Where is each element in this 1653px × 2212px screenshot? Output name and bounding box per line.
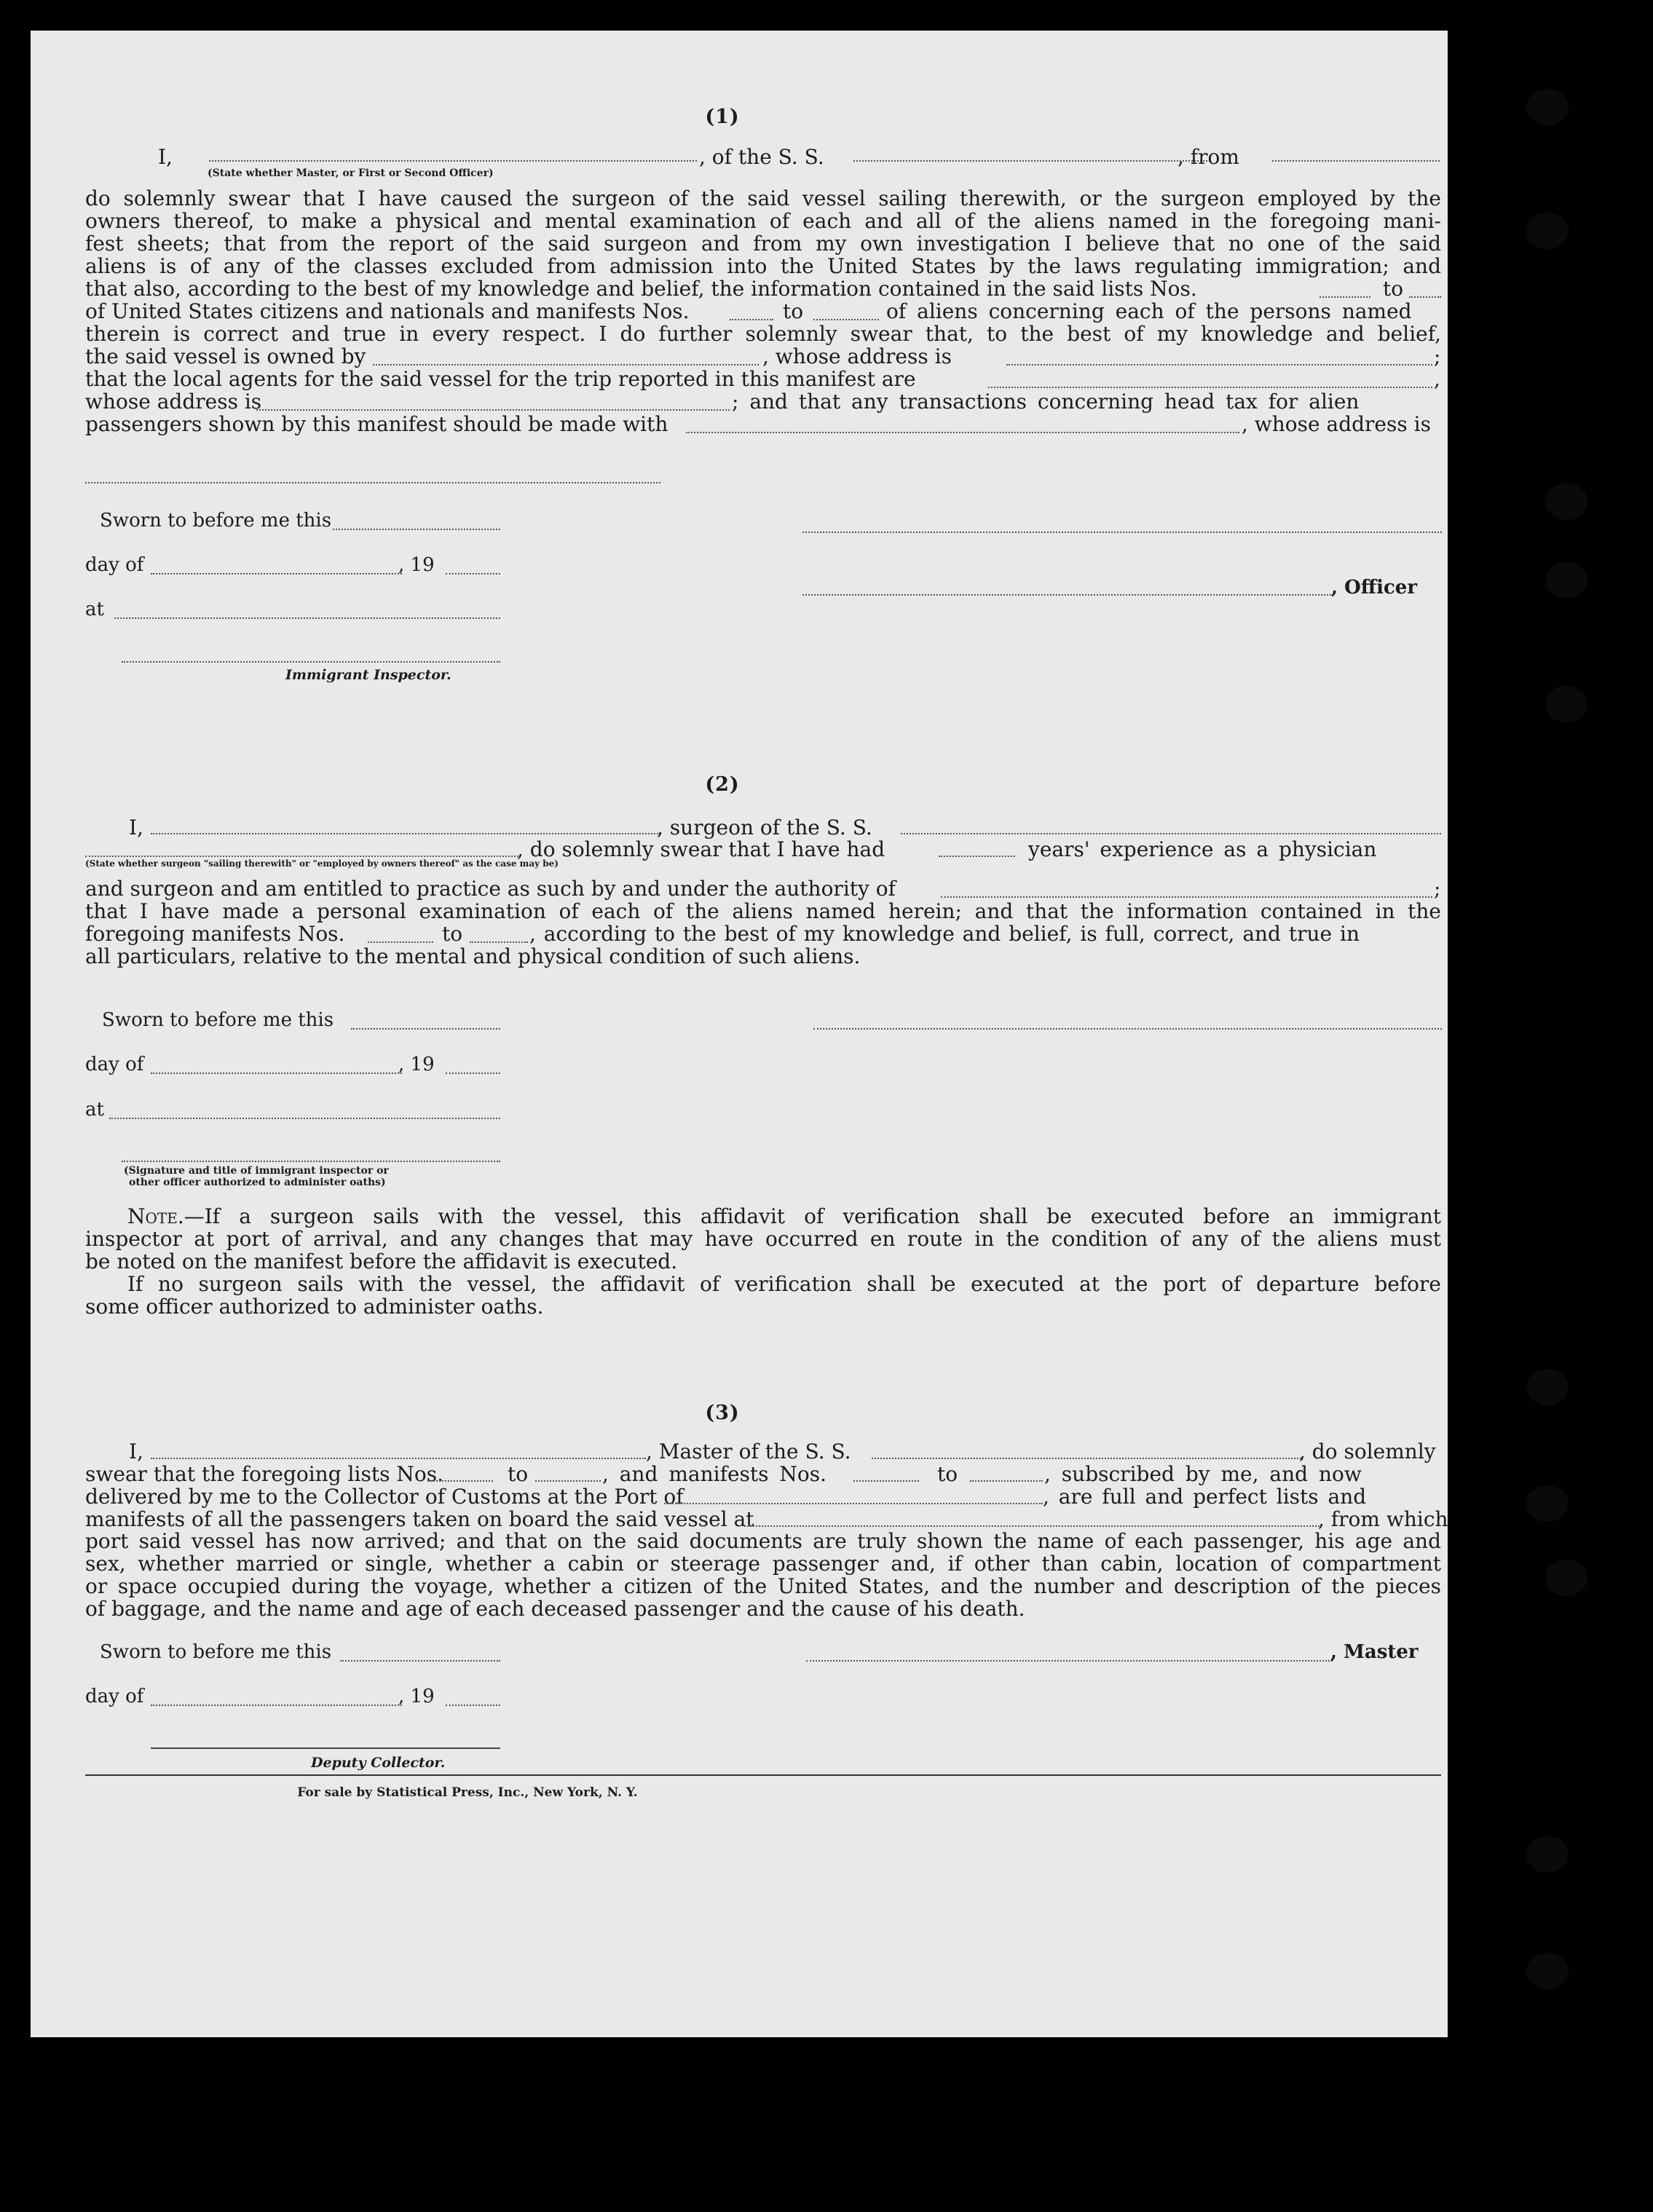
section-2-sig-note-2: other officer authorized to administer oaths) [129, 1177, 386, 1188]
section-1-year-label: , 19 [398, 554, 435, 576]
section-2-authority-field[interactable] [941, 882, 1432, 898]
section-2-manifests-to-field[interactable] [470, 927, 528, 943]
punch-hole [1526, 1953, 1569, 1989]
section-3-master-label: , Master [1330, 1641, 1419, 1663]
section-2-state-field[interactable] [85, 856, 518, 857]
punch-hole [1545, 562, 1587, 599]
section-1-lists-to-field[interactable] [1409, 282, 1441, 298]
section-1-officer-label: , Officer [1331, 577, 1418, 599]
section-2-inspector-signature-field[interactable] [122, 1161, 500, 1162]
section-3-do-solemnly: , do solemnly [1299, 1439, 1436, 1464]
section-1-state-note: (State whether Master, or First or Second Officer) [208, 167, 494, 179]
punch-hole [1526, 1836, 1569, 1873]
section-1-of-the-ss: , of the S. S. [699, 145, 824, 169]
section-2-years-field[interactable] [939, 856, 1015, 857]
section-2-vessel-field[interactable] [901, 833, 1441, 834]
section-1-from-field[interactable] [1272, 146, 1440, 162]
section-2-surgeon-of: , surgeon of the S. S. [657, 815, 872, 840]
section-3-year-label: , 19 [398, 1686, 435, 1707]
note-label: Note. [127, 1204, 184, 1228]
section-3-name-field[interactable] [151, 1458, 646, 1459]
section-1-manifests-from-field[interactable] [730, 304, 773, 320]
punch-hole [1526, 213, 1569, 249]
section-3-manifests-from-field[interactable] [853, 1480, 919, 1482]
section-1-number: (1) [705, 106, 740, 128]
section-3-sworn-field[interactable] [340, 1660, 500, 1662]
section-3-number: (3) [705, 1402, 740, 1424]
section-2-state-note: (State whether surgeon "sailing therewith" or "employed by owners thereof" as the case may be) [85, 858, 559, 869]
section-2-day-of-label: day of [85, 1054, 144, 1075]
section-1-head-tax-address-field[interactable] [85, 482, 660, 483]
section-1-agents-field[interactable] [988, 372, 1432, 388]
section-3-lists-from-field[interactable] [427, 1480, 493, 1482]
section-1-owner-field[interactable] [373, 349, 759, 366]
section-2-sig-note-1: (Signature and title of immigrant inspector or [124, 1165, 389, 1177]
section-3-manifests-to-field[interactable] [970, 1480, 1043, 1482]
section-2-at-label: at [85, 1099, 104, 1121]
section-2-day-field[interactable] [151, 1073, 402, 1074]
section-2-at-field[interactable] [109, 1118, 500, 1119]
section-1-officer-signature-field[interactable] [802, 594, 1334, 596]
section-2-surgeon-signature-field[interactable] [813, 1028, 1442, 1030]
section-1-day-field[interactable] [151, 573, 402, 574]
section-1-owner-address-field[interactable] [1006, 349, 1432, 366]
section-3-vessel-field[interactable] [872, 1458, 1301, 1459]
section-2-manifests-from-field[interactable] [368, 927, 433, 943]
section-2-do-solemnly: , do solemnly swear that I have had [517, 837, 885, 861]
section-1-manifests-to-field[interactable] [813, 304, 879, 320]
section-2-years-label: years' experience as a physician [1028, 837, 1377, 861]
section-1-at-field[interactable] [114, 617, 500, 619]
section-2-body: and surgeon and am entitled to practice as such by and under the authority of ; that I have made a personal examination of each of the aliens named herein; and that the information contained in the foregoing manifests Nos. to , according to the best of my knowledge and belief, is full, correct, and true in all particulars, relative to the mental and physical condition of such aliens. [85, 877, 1441, 968]
section-1-i: I, [158, 145, 173, 169]
section-1-at-label: at [85, 599, 104, 620]
section-3-day-of-label: day of [85, 1686, 144, 1707]
section-3-year-field[interactable] [446, 1705, 500, 1706]
section-1-lists-from-field[interactable] [1319, 282, 1370, 298]
section-3-swear-lists: swear that the foregoing lists Nos. [85, 1462, 443, 1486]
section-2-sworn-label: Sworn to before me this [102, 1009, 334, 1031]
section-3-deputy-label: Deputy Collector. [311, 1755, 446, 1771]
section-1-from: , from [1177, 145, 1239, 169]
section-1-year-field[interactable] [446, 573, 500, 574]
section-1-inspector-signature-field[interactable] [122, 661, 500, 663]
punch-hole [1545, 483, 1587, 520]
section-1-name-field[interactable] [209, 146, 697, 162]
punch-hole [1526, 1369, 1569, 1405]
section-2-sworn-field[interactable] [351, 1028, 500, 1030]
section-2-note: Note.—If a surgeon sails with the vessel, this affidavit of verification shall be executed before an immigrant inspector at port of arrival, and any changes that may have occurred en route in the condition of any of the aliens must be noted on the manifest before the affidavit is executed. If no surgeon sails with the vessel, the affidavit of verification shall be executed at the port of departure before some officer authorized to administer oaths. [85, 1204, 1441, 1319]
section-3-master-of: , Master of the S. S. [646, 1439, 851, 1464]
section-3-departure-port-field[interactable] [744, 1525, 1319, 1527]
punch-hole [1545, 686, 1587, 722]
section-3-port-field[interactable] [664, 1503, 1043, 1504]
section-1-vessel-field[interactable] [853, 146, 1210, 162]
form-page: (1) I, , of the S. S. , from (State whether Master, or First or Second Officer) do solemnly swear that I have caused the surgeon of the said vessel sailing therewith, or the surgeon employed by the owners thereof, to make a physical and mental examination of each and all of the aliens named in the foregoing mani- fest sheets; that from the report of the said surgeon and from my own investigation I believe that no one of the said aliens is of any of the classes excluded from admission into the United States by the laws regulating immigration; and that also, according to the best of my knowledge and belief, the information contained in the said lists Nos. to of United States citizens and nationals and manifests Nos. to of aliens concerning each of the persons named therein is correct and true in every respect. I do further solemnly swear that, to the best of my knowledge and belief, the said vessel is owned by , whose address is ; that the local agents for the said vessel for the trip reported in this manifest are , whose address is ; and that any transactions concerning head tax for alien passengers shown by this manifest should be made with , whose address is Sworn to before me this day of , 19 at Immigrant Inspector. , Officer (2) I, , surgeon of the S. S. , do solemnly swear that I have had years' experience as a physician (State whether surgeon "sailing therewith" or "employed by owners thereof" as the case may be) and surgeon and am entitled to practice as such by and under the authority of ; that I have made a personal examination of each of the aliens named herein; and that the information contained in the foregoing manifests Nos. to , according to the best of my knowledge and belief, is full, correct, and true in all particulars, relative to the mental and physical condition of such aliens. Sworn to before me this day of , 19 at (Signature and title of immigrant inspector or other officer authorized to administer oaths) Note.—If a surgeon sails with the vessel, this affidavit of verification shall be executed before an immigrant inspector at port of arrival, and any changes that may have occurred en route in the condition of any of the aliens must be noted on the manifest before the affidavit is executed. If no surgeon sails with the vessel, the affidavit of verification shall be executed at the port of departure before some officer authorized to administer oaths. (3) I, , Master of the S. S. , do solemnly swear that the foregoing lists Nos. to , and manifests Nos. to , subscribed by me, and now delivered by me to the Collector of Customs at the Port of , are full and perfect lists and manifests of all the passengers taken on board the said vessel at , from which port said vessel has now arrived; and that on the said documents are truly shown the name of each passenger, his age and sex, whether married or single, whether a cabin or steerage passenger and, if other than cabin, location of compartment or space occupied during the voyage, whether a citizen of the United States, and the number and description of the pieces of baggage, and the name and age of each deceased passenger and the cause of his death. Sworn to before me this day of , 19 Deputy Collector. , Master For sale by Statistical Press, Inc., New York, N. Y. [31, 31, 1448, 2037]
section-2-i: I, [129, 815, 143, 840]
section-1-officer-signature-top[interactable] [802, 532, 1442, 533]
section-3-master-signature-field[interactable] [806, 1660, 1333, 1662]
section-3-day-field[interactable] [151, 1705, 402, 1706]
section-3-body: port said vessel has now arrived; and that on the said documents are truly shown the name of each passenger, his age and sex, whether married or single, whether a cabin or steerage passenger and, if other than cabin, location of compartment or space occupied during the voyage, whether a citizen of the United States, and the number and description of the pieces of baggage, and the name and age of each deceased passenger and the cause of his death. [85, 1529, 1441, 1621]
footer-rule [85, 1774, 1441, 1776]
section-3-i: I, [129, 1439, 143, 1464]
section-2-number: (2) [705, 773, 740, 796]
section-1-sworn-field[interactable] [333, 529, 500, 530]
section-1-sworn-label: Sworn to before me this [100, 510, 332, 532]
section-2-year-label: , 19 [398, 1054, 435, 1075]
section-3-lists-to-field[interactable] [535, 1480, 601, 1482]
punch-hole [1545, 1560, 1587, 1596]
section-3-collector-signature-field[interactable] [151, 1747, 500, 1749]
section-1-inspector-label: Immigrant Inspector. [285, 667, 451, 683]
punch-hole [1526, 1485, 1569, 1522]
section-1-head-tax-field[interactable] [686, 417, 1239, 433]
section-1-day-of-label: day of [85, 554, 144, 576]
section-3-sworn-label: Sworn to before me this [100, 1641, 332, 1663]
section-1-first-line [85, 146, 1441, 168]
punch-hole [1526, 89, 1569, 125]
section-1-body: do solemnly swear that I have caused the surgeon of the said vessel sailing therewith, or the surgeon employed by the owners thereof, to make a physical and mental examination of each and all of the aliens named in the foregoing mani- fest sheets; that from the report of the said surgeon and from my own investigation I believe that no one of the said aliens is of any of the classes excluded from admission into the United States by the laws regulating immigration; and that also, according to the best of my knowledge and belief, the information contained in the said lists Nos. to of United States citizens and nationals and manifests Nos. to of aliens concerning each of the persons named therein is correct and true in every respect. I do further solemnly swear that, to the best of my knowledge and belief, the said vessel is owned by , whose address is ; that the local agents for the said vessel for the trip reported in this manifest are , whose address is ; and that any transactions concerning head tax for alien passengers shown by this manifest should be made with , whose address is [85, 186, 1441, 436]
footer-imprint: For sale by Statistical Press, Inc., New York, N. Y. [297, 1785, 638, 1800]
section-2-name-field[interactable] [151, 833, 660, 834]
section-1-agents-address-field[interactable] [256, 395, 730, 411]
section-2-year-field[interactable] [446, 1073, 500, 1074]
